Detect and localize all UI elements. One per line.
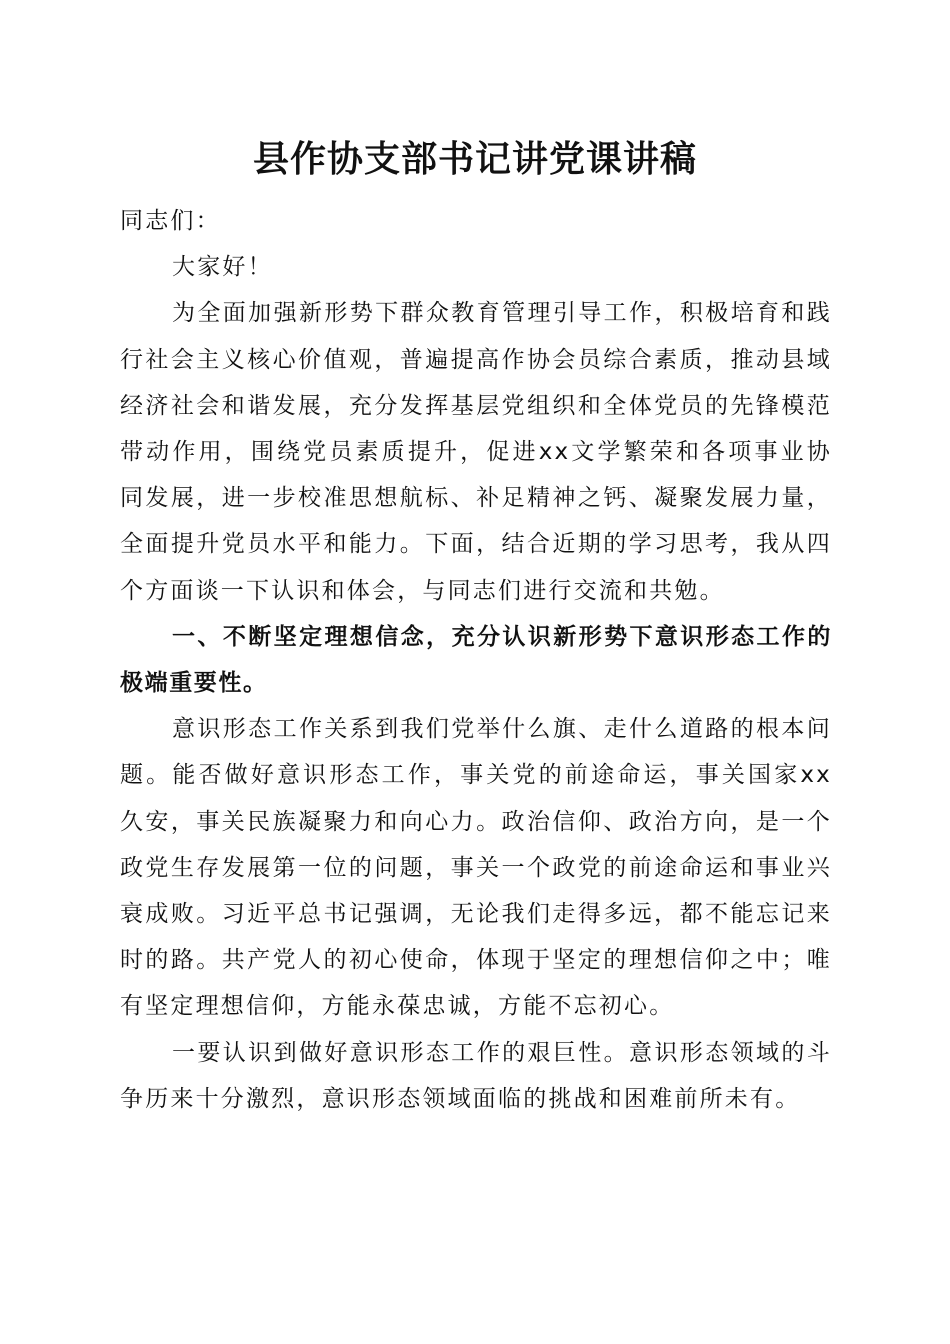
intro-paragraph: 为全面加强新形势下群众教育管理引导工作，积极培育和践行社会主义核心价值观，普遍提高作协会员综合素质，推动县域经济社会和谐发展，充分发挥基层党组织和全体党员的先锋模范带动作用，围绕党员素质提升，促进xx文学繁荣和各项事业协同发展，进一步校准思想航标、补足精神之钙、凝聚发展力量，全面提升党员水平和能力。下面，结合近期的学习思考，我从四个方面谈一下认识和体会，与同志们进行交流和共勉。 bbox=[120, 300, 832, 604]
section-1-paragraph-1: 意识形态工作关系到我们党举什么旗、走什么道路的根本问题。能否做好意识形态工作，事关党的前途命运，事关国家xx久安，事关民族凝聚力和向心力。政治信仰、政治方向，是一个政党生存发展第一位的问题，事关一个政党的前途命运和事业兴衰成败。习近平总书记强调，无论我们走得多远，都不能忘记来时的路。共产党人的初心使命，体现于坚定的理想信仰之中；唯有坚定理想信仰，方能永葆忠诚，方能不忘初心。 bbox=[120, 716, 832, 1020]
section-1-paragraph-2: 一要认识到做好意识形态工作的艰巨性。意识形态领域的斗争历来十分激烈，意识形态领域面临的挑战和困难前所未有。 bbox=[120, 1039, 832, 1112]
greeting: 大家好！ bbox=[172, 254, 273, 281]
document-body bbox=[120, 198, 832, 1122]
salutation: 同志们： bbox=[120, 208, 221, 234]
document-title: 县作协支部书记讲党课讲稿 bbox=[252, 138, 697, 180]
section-1-heading: 一、不断坚定理想信念，充分认识新形势下意识形态工作的极端重要性。 bbox=[120, 623, 832, 697]
